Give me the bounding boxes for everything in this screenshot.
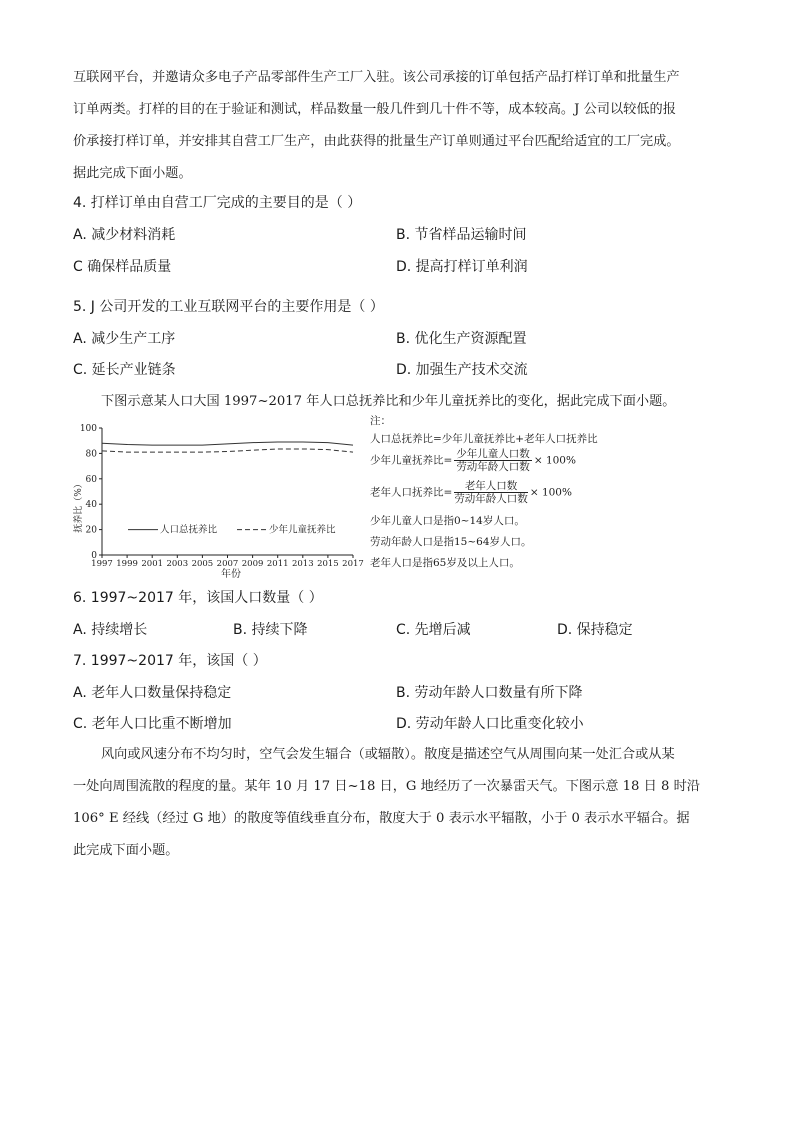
y-axis-label: 抚养比（%） (74, 479, 84, 533)
question-4-stem: 4. 打样订单由自营工厂完成的主要目的是（ ） (73, 195, 362, 211)
passage1-line-4: 据此完成下面小题。 (73, 166, 192, 181)
note-child-left: 少年儿童抚养比= (370, 454, 453, 467)
question-4-option-c[interactable]: C 确保样品质量 (73, 259, 172, 275)
chart-intro: 下图示意某人口大国 1997~2017 年人口总抚养比和少年儿童抚养比的变化，据此完成下面小题。 (101, 394, 676, 409)
x-tick-label: 1997 (91, 559, 113, 569)
passage3-line-4: 此完成下面小题。 (73, 843, 179, 858)
note-elderly-denominator: 劳动年龄人口数 (454, 493, 528, 505)
note-child-right: × 100% (533, 454, 576, 467)
series-line-child-dependency (102, 449, 353, 452)
x-tick-label: 2011 (266, 559, 289, 569)
question-7-option-d[interactable]: D. 劳动年龄人口比重变化较小 (396, 716, 584, 732)
x-tick-label: 2017 (342, 559, 364, 569)
chart-ticks (80, 424, 364, 569)
note-elderly-right: × 100% (529, 486, 572, 499)
legend-label-total: 人口总抚养比 (160, 524, 218, 536)
question-7-option-c[interactable]: C. 老年人口比重不断增加 (73, 716, 232, 732)
note-elderly-fraction (454, 480, 528, 505)
note-child-dependency (370, 448, 576, 473)
dependency-ratio-chart (70, 418, 370, 580)
y-tick-label: 20 (85, 525, 97, 536)
series-line-total-dependency (102, 442, 353, 445)
question-6-option-d[interactable]: D. 保持稳定 (557, 622, 633, 638)
note-child-fraction (454, 448, 532, 473)
question-5-stem: 5. J 公司开发的工业互联网平台的主要作用是（ ） (73, 299, 384, 315)
note-child-numerator: 少年儿童人口数 (456, 448, 530, 460)
passage1-line-1: 互联网平台，并邀请众多电子产品零部件生产工厂入驻。该公司承接的订单包括产品打样订单和批量生产 (73, 70, 680, 85)
question-6-stem: 6. 1997~2017 年，该国人口数量（ ） (73, 590, 323, 606)
note-total-dependency: 人口总抚养比=少年儿童抚养比+老年人口抚养比 (370, 433, 598, 445)
note-working-definition: 劳动年龄人口是指15~64岁人口。 (370, 536, 532, 548)
x-tick-label: 2003 (166, 559, 189, 569)
note-child-denominator: 劳动年龄人口数 (456, 461, 530, 473)
y-tick-label: 40 (85, 500, 97, 511)
x-axis-label: 年份 (221, 569, 241, 580)
note-elderly-definition: 老年人口是指65岁及以上人口。 (370, 557, 520, 569)
chart-axes (102, 428, 353, 555)
note-elderly-numerator: 老年人口数 (454, 480, 528, 493)
chart-lines (102, 442, 353, 452)
question-4-option-a[interactable]: A. 减少材料消耗 (73, 227, 176, 243)
question-7-option-a[interactable]: A. 老年人口数量保持稳定 (73, 685, 232, 701)
x-tick-label: 1999 (116, 559, 138, 569)
x-tick-label: 2009 (241, 559, 264, 569)
question-6-option-a[interactable]: A. 持续增长 (73, 622, 148, 638)
note-child-definition: 少年儿童人口是指0~14岁人口。 (370, 515, 525, 527)
y-tick-label: 100 (79, 424, 97, 434)
x-tick-label: 2013 (291, 559, 314, 569)
x-tick-label: 2007 (216, 559, 239, 569)
note-title: 注： (370, 415, 391, 427)
question-6-option-b[interactable]: B. 持续下降 (233, 622, 308, 638)
question-7-option-b[interactable]: B. 劳动年龄人口数量有所下降 (396, 685, 583, 701)
x-tick-label: 2001 (141, 559, 164, 569)
question-5-option-c[interactable]: C. 延长产业链条 (73, 362, 176, 378)
question-5-option-d[interactable]: D. 加强生产技术交流 (396, 362, 528, 378)
chart-legend (128, 524, 336, 536)
y-tick-label: 0 (91, 551, 97, 561)
question-5-option-a[interactable]: A. 减少生产工序 (73, 331, 176, 347)
question-6-option-c[interactable]: C. 先增后减 (396, 622, 471, 638)
question-4-option-d[interactable]: D. 提高打样订单利润 (396, 259, 528, 275)
note-elderly-dependency (370, 480, 572, 505)
passage3-line-2: 一处向周围流散的程度的量。某年 10 月 17 日~18 日，G 地经历了一次暴雷天气。下图示意 18 日 8 时沿 (73, 779, 700, 794)
question-4-option-b[interactable]: B. 节省样品运输时间 (396, 227, 527, 243)
y-tick-label: 60 (85, 474, 97, 485)
x-tick-label: 2015 (317, 559, 339, 569)
passage3-line-3: 106° E 经线（经过 G 地）的散度等值线垂直分布，散度大于 0 表示水平辐散，小于 0 表示水平辐合。据 (73, 811, 690, 826)
passage1-line-3: 价承接打样订单，并安排其自营工厂生产，由此获得的批量生产订单则通过平台匹配给适宜的工厂完成。 (73, 134, 680, 149)
x-tick-label: 2005 (191, 559, 214, 569)
passage3-line-1: 风向或风速分布不均匀时，空气会发生辐合（或辐散）。散度是描述空气从周围向某一处汇合或从某 (101, 747, 675, 762)
question-7-stem: 7. 1997~2017 年，该国（ ） (73, 653, 267, 669)
question-5-option-b[interactable]: B. 优化生产资源配置 (396, 331, 527, 347)
y-tick-label: 80 (85, 449, 97, 460)
legend-label-child: 少年儿童抚养比 (269, 524, 336, 536)
note-elderly-left: 老年人口抚养比= (370, 486, 453, 499)
passage1-line-2: 订单两类。打样的目的在于验证和测试，样品数量一般几件到几十件不等，成本较高。J 公司以较低的报 (73, 102, 676, 117)
